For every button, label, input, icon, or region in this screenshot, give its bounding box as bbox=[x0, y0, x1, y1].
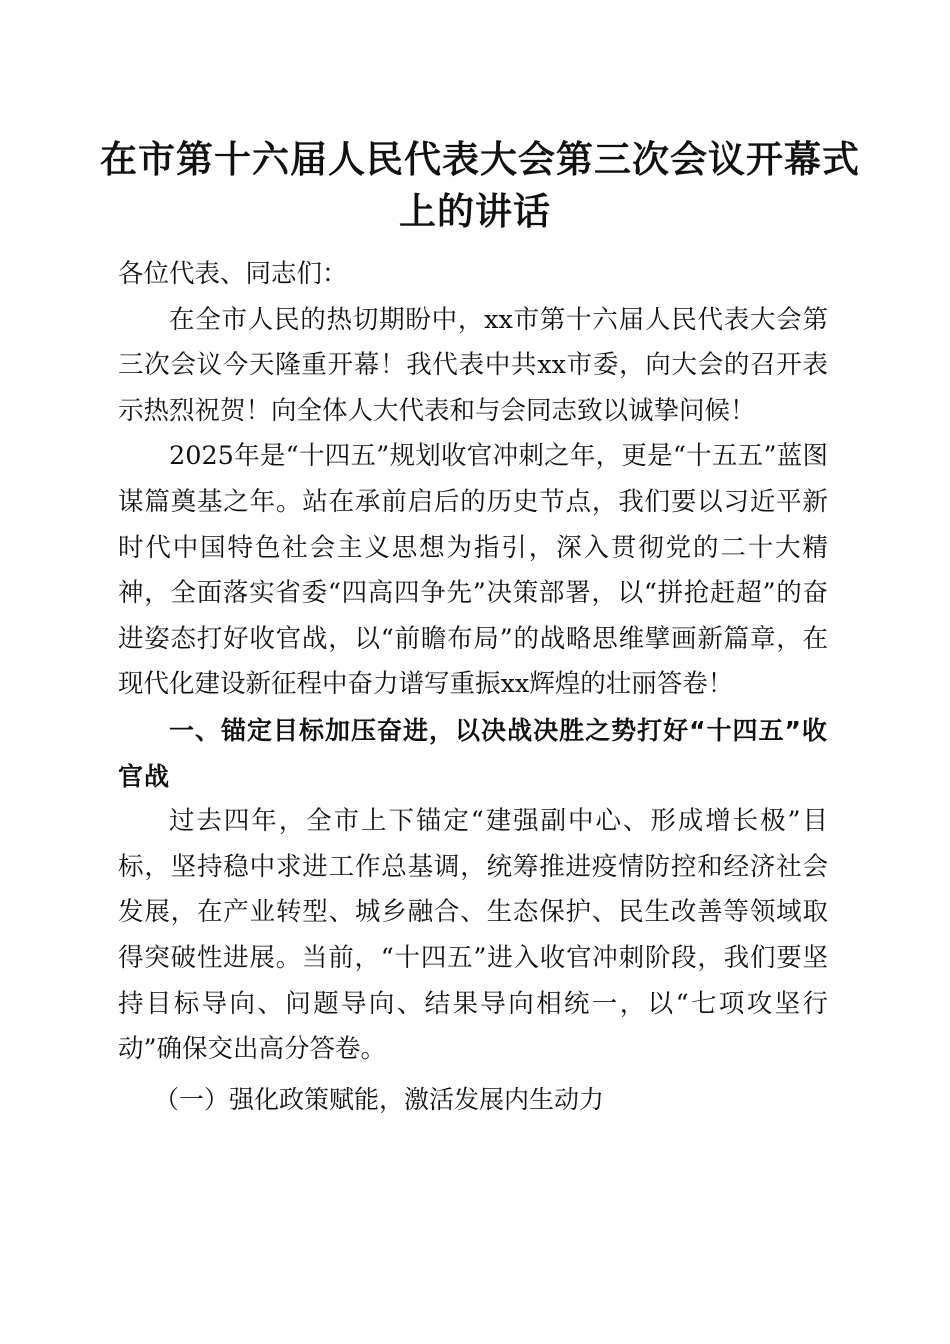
paragraph-opening: 在全市人民的热切期盼中，xx市第十六届人民代表大会第三次会议今天隆重开幕！我代表中共xx市委，向大会的召开表示热烈祝贺！向全体人大代表和与会同志致以诚挚问候！ bbox=[118, 304, 828, 426]
paragraph-context: 2025年是“十四五”规划收官冲刺之年，更是“十五五”蓝图谋篇奠基之年。站在承前启后的历史节点，我们要以习近平新时代中国特色社会主义思想为指引，深入贯彻党的二十大精神，全面落实省委“四高四争先”决策部署，以“拼抢赶超”的奋进姿态打好收官战，以“前瞻布局”的战略思维擘画新篇章，在现代化建设新征程中奋力谱写重振xx辉煌的壮丽答卷！ bbox=[118, 441, 828, 700]
title-line-2: 上的讲话 bbox=[399, 189, 551, 233]
document-title bbox=[100, 133, 860, 237]
section-heading-1: 一、锚定目标加压奋进，以决战决胜之势打好“十四五”收官战 bbox=[118, 715, 828, 791]
document-body bbox=[118, 252, 828, 1122]
title-line-1: 在市第十六届人民代表大会第三次会议开幕式 bbox=[100, 137, 860, 181]
salutation: 各位代表、同志们： bbox=[118, 259, 348, 289]
subsection-heading-1: （一）强化政策赋能，激活发展内生动力 bbox=[154, 1084, 605, 1114]
section-paragraph-1: 过去四年，全市上下锚定“建强副中心、形成增长极”目标，坚持稳中求进工作总基调，统筹推进疫情防控和经济社会发展，在产业转型、城乡融合、生态保护、民生改善等领域取得突破性进展。当前，“十四五”进入收官冲刺阶段，我们要坚持目标导向、问题导向、结果导向相统一，以“七项攻坚行动”确保交出高分答卷。 bbox=[118, 806, 828, 1065]
